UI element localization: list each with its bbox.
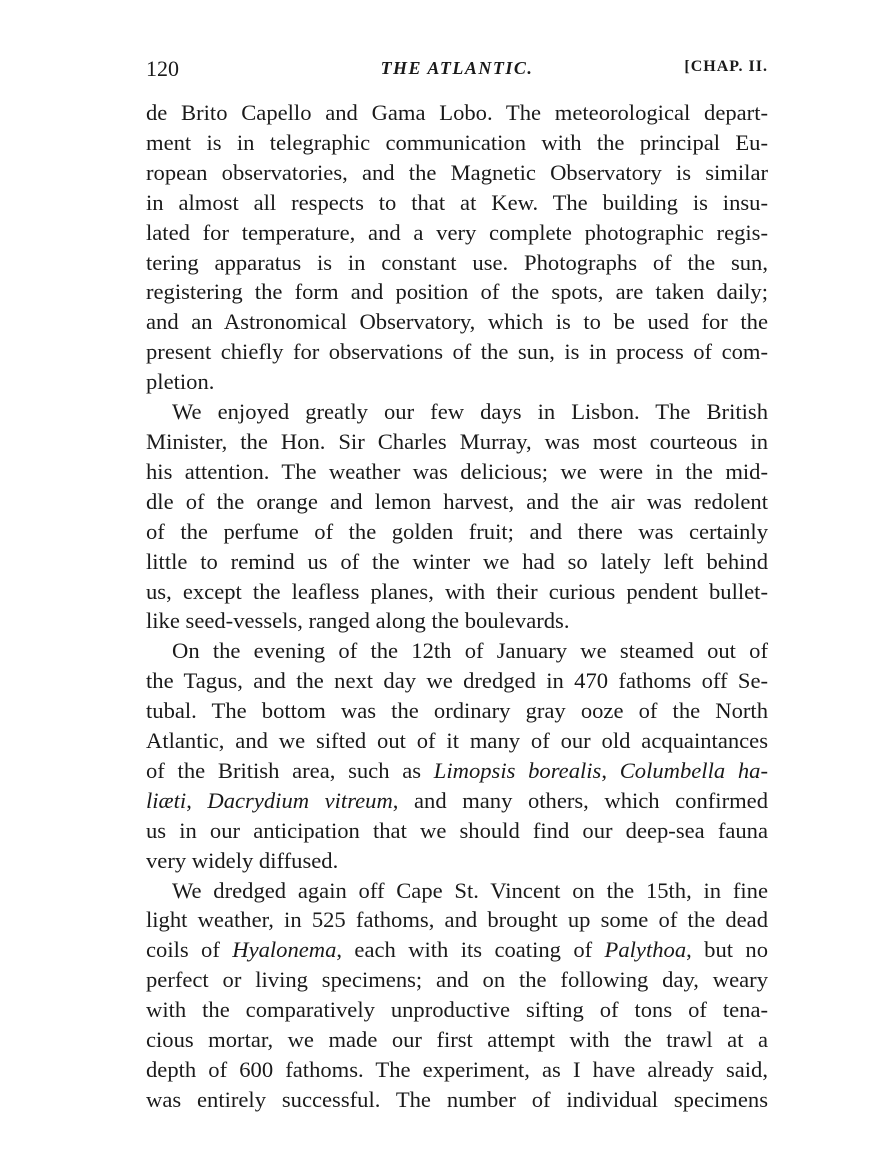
text-line: lated for temperature, and a very complete photographic regis- bbox=[146, 219, 768, 245]
text-line: present chiefly for observations of the sun, is in process of com- bbox=[146, 339, 768, 365]
text-line: tubal. The bottom was the ordinary gray ooze of the North bbox=[146, 698, 768, 724]
paragraph-3 bbox=[146, 636, 768, 875]
text-run: coils of bbox=[146, 937, 233, 963]
species-name: liæti bbox=[146, 787, 187, 813]
chapter-label bbox=[684, 58, 768, 76]
text-run: , and many others, which confirmed bbox=[392, 787, 768, 813]
text-line: was entirely successful. The number of individual specimens bbox=[146, 1086, 768, 1112]
text-line bbox=[146, 756, 768, 786]
text-line: perfect or living specimens; and on the following day, weary bbox=[146, 967, 768, 993]
text-run: of the British area, such as bbox=[146, 757, 434, 783]
species-name: Columbella ha- bbox=[619, 757, 768, 783]
running-title: THE ATLANTIC. bbox=[380, 58, 534, 78]
text-line: of the perfume of the golden fruit; and there was certainly bbox=[146, 518, 768, 544]
text-run: , bbox=[186, 787, 208, 813]
text-line: us, except the leafless planes, with their curious pendent bullet- bbox=[146, 578, 768, 604]
text-line: tering apparatus is in constant use. Photographs of the sun, bbox=[146, 249, 768, 275]
species-name: Dacrydium vitreum bbox=[207, 787, 393, 813]
text-line: cious mortar, we made our first attempt with the trawl at a bbox=[146, 1027, 768, 1053]
text-line: very widely diffused. bbox=[146, 847, 339, 873]
text-line: little to remind us of the winter we had so lately left behind bbox=[146, 548, 768, 574]
text-run: , bbox=[601, 757, 620, 783]
species-name: Hyalonema bbox=[232, 937, 337, 963]
text-line bbox=[146, 935, 768, 965]
text-line: dle of the orange and lemon harvest, and the air was redolent bbox=[146, 488, 768, 514]
text-line: ment is in telegraphic communication with the principal Eu- bbox=[146, 129, 768, 155]
page-header bbox=[146, 56, 768, 88]
text-line: the Tagus, and the next day we dredged in 470 fathoms off Se- bbox=[146, 668, 768, 694]
text-run: , but no bbox=[686, 937, 768, 963]
paragraph-4 bbox=[146, 876, 768, 1115]
text-line: and an Astronomical Observatory, which is to be used for the bbox=[146, 309, 768, 335]
species-name: Limopsis borealis bbox=[433, 757, 602, 783]
text-line: with the comparatively unproductive sifting of tons of tena- bbox=[146, 997, 768, 1023]
text-line: his attention. The weather was delicious; we were in the mid- bbox=[146, 458, 768, 484]
text-line: registering the form and position of the spots, are taken daily; bbox=[146, 279, 768, 305]
text-line: Minister, the Hon. Sir Charles Murray, was most courteous in bbox=[146, 428, 768, 454]
text-line: light weather, in 525 fathoms, and brought up some of the dead bbox=[146, 907, 768, 933]
text-line: pletion. bbox=[146, 369, 215, 395]
chapter-label-text: [CHAP. II. bbox=[684, 58, 768, 75]
text-line bbox=[146, 786, 768, 816]
body-text bbox=[146, 98, 768, 1115]
text-line: Atlantic, and we sifted out of it many of our old acquaintances bbox=[146, 728, 768, 754]
text-line: We dredged again off Cape St. Vincent on the 15th, in fine bbox=[172, 877, 768, 903]
text-line: de Brito Capello and Gama Lobo. The meteorological depart- bbox=[146, 100, 768, 125]
text-line: We enjoyed greatly our few days in Lisbon. The British bbox=[172, 399, 768, 425]
text-line: ropean observatories, and the Magnetic Observatory is similar bbox=[146, 159, 768, 185]
text-line: us in our anticipation that we should find our deep-sea fauna bbox=[146, 817, 768, 843]
paragraph-1 bbox=[146, 98, 768, 397]
text-line: like seed-vessels, ranged along the boulevards. bbox=[146, 608, 570, 634]
species-name: Palythoa bbox=[604, 937, 687, 963]
page-number: 120 bbox=[146, 56, 179, 81]
text-run: , each with its coating of bbox=[336, 937, 605, 963]
text-line: On the evening of the 12th of January we steamed out of bbox=[172, 638, 768, 664]
text-line: depth of 600 fathoms. The experiment, as I have already said, bbox=[146, 1057, 768, 1082]
text-line: in almost all respects to that at Kew. The building is insu- bbox=[146, 189, 768, 215]
paragraph-2 bbox=[146, 397, 768, 636]
